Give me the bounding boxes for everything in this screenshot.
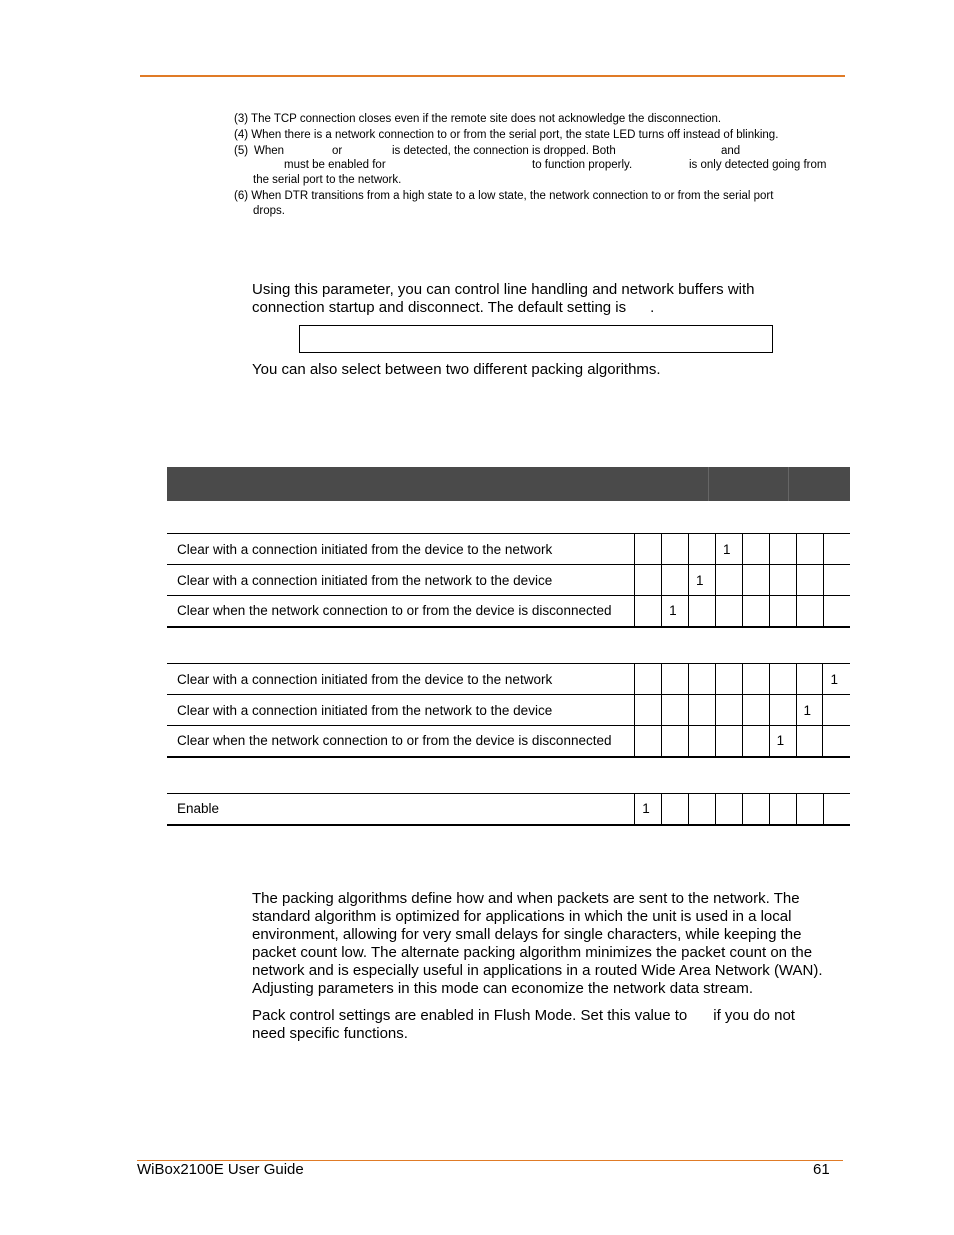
row-label: Enable [167,794,635,825]
page-number: 61 [813,1161,830,1178]
footer-title: WiBox2100E User Guide [137,1161,304,1178]
row-label: Clear when the network connection to or from the device is disconnected [167,726,635,757]
top-rule [140,75,845,77]
table-row: Clear when the network connection to or from the device is disconnected 1 [167,596,850,627]
setting-box [299,325,773,353]
table-group-3 [167,793,850,826]
table-group-1 [167,533,850,628]
row-label: Clear when the network connection to or from the device is disconnected [167,596,635,627]
table-row: Clear when the network connection to or from the device is disconnected 1 [167,726,850,757]
intro-paragraph: Using this parameter, you can control line handling and network buffers with connection startup and disconnect. The default setting is . [252,281,755,316]
table-row: Clear with a connection initiated from the device to the network 1 [167,664,850,695]
row-label: Clear with a connection initiated from the device to the network [167,534,635,565]
table-row: Clear with a connection initiated from the network to the device 1 [167,565,850,596]
note-5: (5) When or is detected, the connection is dropped. Both and must be enabled for to function properly. is only detected going from the serial port to the network. [234,145,827,186]
packing-paragraph: The packing algorithms define how and when packets are sent to the network. The standard algorithm is optimized for applications in which the unit is used in a local environment, allowing for very small delays for single characters, while keeping the packet count low. The alternate packing algorithm minimizes the packet count on the network and is especially useful in applications in a routed Wide Area Network (WAN). Adjusting parameters in this mode can economize the network data stream. [252,890,823,997]
note-4: (4) When there is a network connection to or from the serial port, the state LED turns off instead of blinking. [234,129,779,141]
pack-control-paragraph: Pack control settings are enabled in Flush Mode. Set this value to if you do not need specific functions. [252,1007,795,1042]
table-row: Clear with a connection initiated from the network to the device 1 [167,695,850,726]
note-3: (3) The TCP connection closes even if the remote site does not acknowledge the disconnection. [234,113,722,125]
table-row: Clear with a connection initiated from the device to the network 1 [167,534,850,565]
row-label: Clear with a connection initiated from the device to the network [167,664,635,695]
row-label: Clear with a connection initiated from the network to the device [167,565,635,596]
note-6: (6) When DTR transitions from a high state to a low state, the network connection to or from the serial port drops. [234,190,774,217]
row-label: Clear with a connection initiated from the network to the device [167,695,635,726]
packing-intro: You can also select between two different packing algorithms. [252,361,661,378]
table-group-2 [167,663,850,758]
table-header [167,467,850,501]
table-row: Enable 1 [167,794,850,825]
